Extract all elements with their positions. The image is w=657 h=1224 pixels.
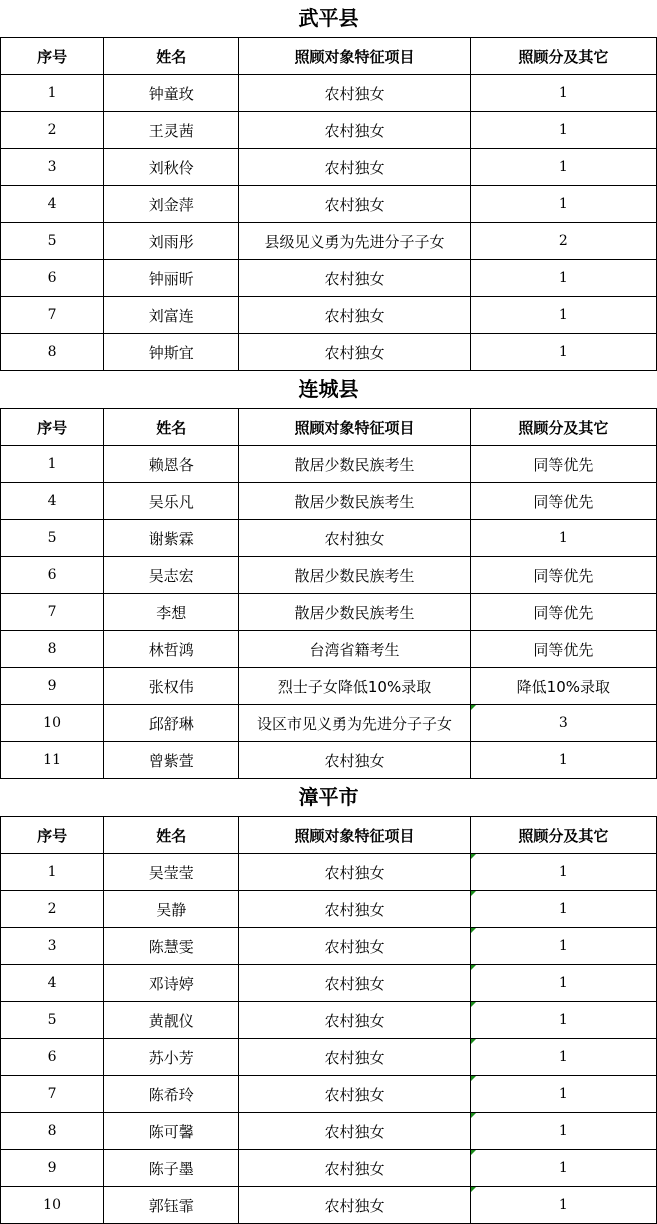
cell-no: 1 [1,75,104,112]
cell-score: 同等优先 [470,631,656,668]
cell-item: 散居少数民族考生 [239,446,470,483]
cell-name: 刘秋伶 [104,149,239,186]
cell-score: 同等优先 [470,483,656,520]
cell-no: 6 [1,1039,104,1076]
table-row [1,1002,657,1039]
data-table [0,816,657,1224]
county-title: 漳平市 [0,779,657,816]
cell-score: 1 [470,1039,656,1076]
cell-item: 农村独女 [239,112,470,149]
county-section [0,371,657,779]
cell-score: 1 [470,1002,656,1039]
table-row [1,483,657,520]
table-row [1,1076,657,1113]
cell-name: 刘金萍 [104,186,239,223]
data-table [0,37,657,371]
cell-score: 1 [470,149,656,186]
cell-no: 4 [1,483,104,520]
cell-item: 烈士子女降低10%录取 [239,668,470,705]
header-score: 照顾分及其它 [470,38,656,75]
cell-item: 散居少数民族考生 [239,557,470,594]
cell-item: 农村独女 [239,1002,470,1039]
header-no: 序号 [1,817,104,854]
cell-score: 1 [470,1187,656,1224]
cell-score: 3 [470,705,656,742]
cell-item: 农村独女 [239,891,470,928]
cell-name: 吴静 [104,891,239,928]
cell-item: 农村独女 [239,260,470,297]
cell-item: 农村独女 [239,149,470,186]
header-no: 序号 [1,38,104,75]
cell-item: 农村独女 [239,520,470,557]
county-section [0,0,657,371]
cell-no: 10 [1,1187,104,1224]
cell-score: 1 [470,297,656,334]
cell-no: 3 [1,928,104,965]
header-row [1,817,657,854]
header-item: 照顾对象特征项目 [239,817,470,854]
header-item: 照顾对象特征项目 [239,38,470,75]
cell-name: 钟斯宜 [104,334,239,371]
cell-score: 1 [470,1076,656,1113]
cell-name: 钟童玫 [104,75,239,112]
cell-score: 同等优先 [470,446,656,483]
cell-item: 农村独女 [239,186,470,223]
cell-name: 陈可馨 [104,1113,239,1150]
cell-item: 台湾省籍考生 [239,631,470,668]
header-no: 序号 [1,409,104,446]
cell-item: 农村独女 [239,297,470,334]
cell-item: 农村独女 [239,1150,470,1187]
county-title: 连城县 [0,371,657,408]
cell-name: 王灵茜 [104,112,239,149]
table-row [1,334,657,371]
cell-name: 邓诗婷 [104,965,239,1002]
cell-score: 1 [470,1150,656,1187]
cell-item: 农村独女 [239,1076,470,1113]
cell-name: 吴莹莹 [104,854,239,891]
cell-score: 同等优先 [470,557,656,594]
cell-no: 9 [1,668,104,705]
cell-name: 赖恩各 [104,446,239,483]
cell-score: 1 [470,891,656,928]
table-row [1,557,657,594]
cell-item: 县级见义勇为先进分子子女 [239,223,470,260]
table-row [1,854,657,891]
table-row [1,1187,657,1224]
table-row [1,112,657,149]
header-row [1,409,657,446]
cell-name: 刘富连 [104,297,239,334]
cell-score: 1 [470,742,656,779]
table-row [1,223,657,260]
cell-name: 吴志宏 [104,557,239,594]
cell-name: 郭钰霏 [104,1187,239,1224]
cell-score: 1 [470,186,656,223]
table-row [1,1150,657,1187]
cell-score: 2 [470,223,656,260]
cell-no: 10 [1,705,104,742]
cell-item: 农村独女 [239,75,470,112]
cell-item: 设区市见义勇为先进分子子女 [239,705,470,742]
cell-item: 散居少数民族考生 [239,594,470,631]
cell-name: 邱舒琳 [104,705,239,742]
cell-no: 1 [1,446,104,483]
header-name: 姓名 [104,817,239,854]
cell-name: 李想 [104,594,239,631]
header-score: 照顾分及其它 [470,817,656,854]
cell-score: 1 [470,1113,656,1150]
cell-no: 11 [1,742,104,779]
table-row [1,1039,657,1076]
cell-name: 黄靓仪 [104,1002,239,1039]
cell-no: 2 [1,112,104,149]
cell-score: 1 [470,112,656,149]
cell-no: 5 [1,1002,104,1039]
table-row [1,891,657,928]
cell-name: 曾紫萱 [104,742,239,779]
table-row [1,260,657,297]
cell-no: 2 [1,891,104,928]
cell-no: 8 [1,1113,104,1150]
cell-no: 3 [1,149,104,186]
header-score: 照顾分及其它 [470,409,656,446]
cell-item: 农村独女 [239,334,470,371]
table-row [1,446,657,483]
cell-item: 农村独女 [239,1113,470,1150]
cell-no: 8 [1,334,104,371]
header-name: 姓名 [104,409,239,446]
header-name: 姓名 [104,38,239,75]
table-row [1,594,657,631]
cell-no: 4 [1,186,104,223]
county-section [0,779,657,1224]
cell-name: 陈子墨 [104,1150,239,1187]
cell-name: 钟丽昕 [104,260,239,297]
cell-name: 吴乐凡 [104,483,239,520]
cell-no: 9 [1,1150,104,1187]
cell-name: 张权伟 [104,668,239,705]
table-row [1,965,657,1002]
table-row [1,1113,657,1150]
cell-name: 林哲鸿 [104,631,239,668]
cell-item: 散居少数民族考生 [239,483,470,520]
cell-score: 1 [470,75,656,112]
table-row [1,186,657,223]
cell-name: 刘雨彤 [104,223,239,260]
table-row [1,928,657,965]
cell-item: 农村独女 [239,1039,470,1076]
cell-name: 陈慧雯 [104,928,239,965]
cell-no: 1 [1,854,104,891]
cell-item: 农村独女 [239,965,470,1002]
cell-score: 同等优先 [470,594,656,631]
cell-no: 7 [1,297,104,334]
table-row [1,742,657,779]
cell-score: 1 [470,520,656,557]
cell-score: 降低10%录取 [470,668,656,705]
cell-name: 陈希玲 [104,1076,239,1113]
cell-no: 7 [1,594,104,631]
cell-no: 6 [1,260,104,297]
table-row [1,631,657,668]
cell-item: 农村独女 [239,742,470,779]
cell-no: 5 [1,520,104,557]
cell-score: 1 [470,928,656,965]
cell-score: 1 [470,334,656,371]
cell-score: 1 [470,854,656,891]
cell-name: 苏小芳 [104,1039,239,1076]
table-row [1,75,657,112]
cell-no: 5 [1,223,104,260]
cell-no: 8 [1,631,104,668]
data-table [0,408,657,779]
cell-item: 农村独女 [239,928,470,965]
cell-item: 农村独女 [239,854,470,891]
cell-name: 谢紫霖 [104,520,239,557]
cell-item: 农村独女 [239,1187,470,1224]
cell-score: 1 [470,965,656,1002]
table-row [1,668,657,705]
header-row [1,38,657,75]
county-title: 武平县 [0,0,657,37]
table-row [1,297,657,334]
table-row [1,520,657,557]
cell-score: 1 [470,260,656,297]
table-row [1,149,657,186]
table-row [1,705,657,742]
cell-no: 6 [1,557,104,594]
cell-no: 4 [1,965,104,1002]
header-item: 照顾对象特征项目 [239,409,470,446]
cell-no: 7 [1,1076,104,1113]
